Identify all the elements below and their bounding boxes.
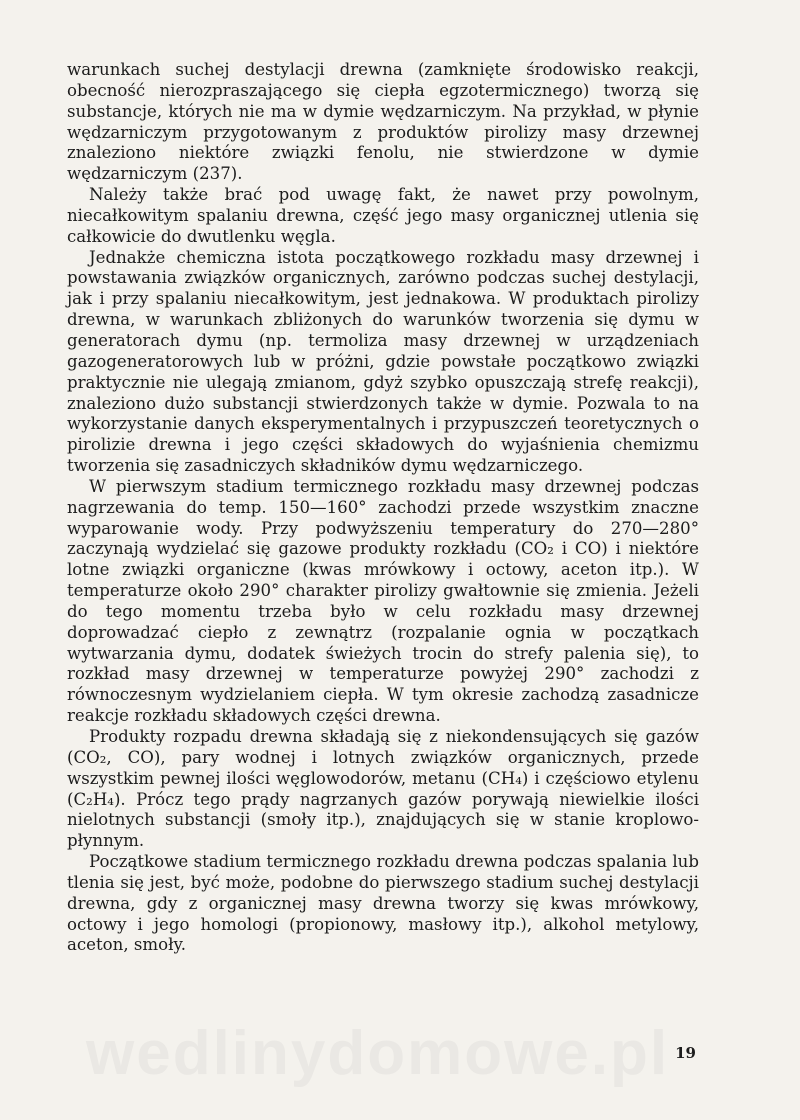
page-number: 19 (675, 1044, 696, 1062)
paragraph-continuation: warunkach suchej destylacji drewna (zamknięte środowisko reakcji, obecność nierozpraszającego się ciepła egzotermicznego) tworzą się substancje, których nie ma w dymie wędzarniczym. Na przykład, w płynie wędzarniczym przygotowanym z produktów pirolizy masy drzewnej znaleziono niektóre związki fenolu, nie stwierdzone w dymie wędzarniczym (237). (67, 60, 699, 184)
body-text (67, 60, 699, 956)
paragraph: Początkowe stadium termicznego rozkładu drewna podczas spalania lub tlenia się jest, być może, podobne do pierwszego stadium suchej destylacji drewna, gdy z organicznej masy drewna tworzy się kwas mrówkowy, octowy i jego homologi (propionowy, masłowy itp.), alkohol metylowy, aceton, smoły. (67, 852, 699, 955)
watermark: wedlinydomowe.pl (86, 1019, 670, 1088)
paragraph: Należy także brać pod uwagę fakt, że nawet przy powolnym, niecałkowitym spalaniu drewna, część jego masy organicznej utlenia się całkowicie do dwutlenku węgla. (67, 185, 699, 246)
paragraph: W pierwszym stadium termicznego rozkładu masy drzewnej podczas nagrzewania do temp. 150—160° zachodzi przede wszystkim znaczne wyparowanie wody. Przy podwyższeniu temperatury do 270—280° zaczynają wydzielać się gazowe produkty rozkładu (CO₂ i CO) i niektóre lotne związki organiczne (kwas mrówkowy i octowy, aceton itp.). W temperaturze około 290° charakter pirolizy gwałtownie się zmienia. Jeżeli do tego momentu trzeba było w celu rozkładu masy drzewnej doprowadzać ciepło z zewnątrz (rozpalanie ognia w początkach wytwarzania dymu, dodatek świeżych trocin do strefy palenia się), to rozkład masy drzewnej w temperaturze powyżej 290° zachodzi z równoczesnym wydzielaniem ciepła. W tym okresie zachodzą zasadnicze reakcje rozkładu składowych części drewna. (67, 476, 699, 726)
paragraph: Jednakże chemiczna istota początkowego rozkładu masy drzewnej i powstawania związków organicznych, zarówno podczas suchej destylacji, jak i przy spalaniu niecałkowitym, jest jednakowa. W produktach pirolizy drewna, w warunkach zbliżonych do warunków tworzenia się dymu w generatorach dymu (np. termoliza masy drzewnej w urządzeniach gazogeneratorowych lub w próżni, gdzie powstałe początkowo związki praktycznie nie ulegają zmianom, gdyż szybko opuszczają strefę reakcji), znaleziono dużo substancji stwierdzonych także w dymie. Pozwala to na wykorzystanie danych eksperymentalnych i przypuszczeń teoretycznych o pirolizie drewna i jego części składowych do wyjaśnienia chemizmu tworzenia się zasadniczych składników dymu wędzarniczego. (67, 247, 699, 476)
paragraph: Produkty rozpadu drewna składają się z niekondensujących się gazów (CO₂, CO), pary wodnej i lotnych związków organicznych, przede wszystkim pewnej ilości węglowodorów, metanu (CH₄) i częściowo etylenu (C₂H₄). Prócz tego prądy nagrzanych gazów porywają niewielkie ilości nielotnych substancji (smoły itp.), znajdujących się w stanie kroplowo-płynnym. (67, 727, 699, 851)
